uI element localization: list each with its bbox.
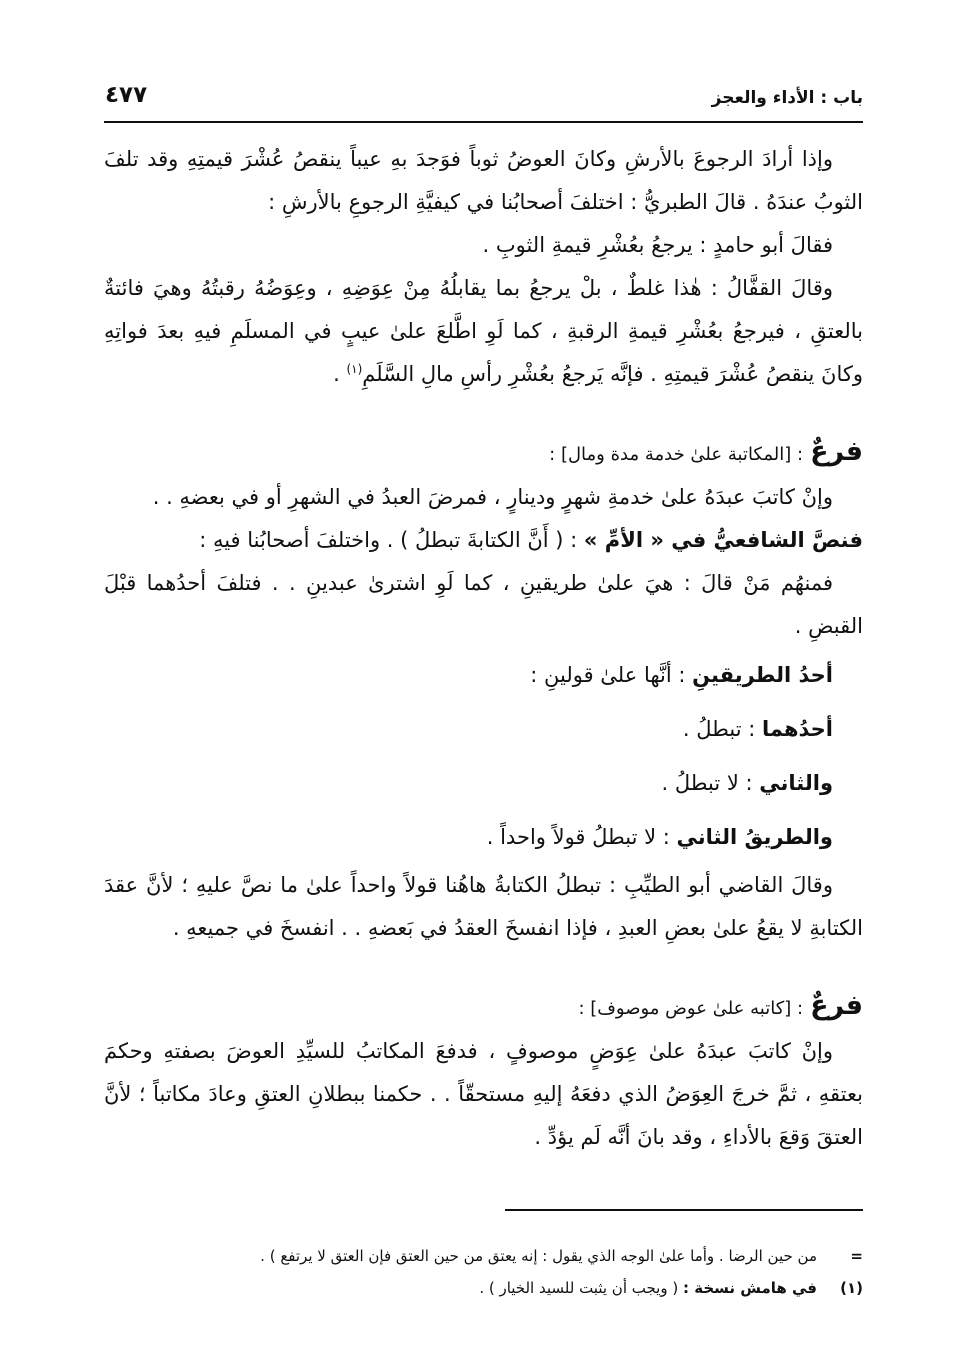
section-gap (104, 950, 863, 984)
footnote-rule (505, 1209, 863, 1211)
paragraph-end: . (333, 362, 347, 386)
footnote-1 (104, 1272, 863, 1304)
paragraph: وإذا أرادَ الرجوعَ بالأرشِ وكانَ العوضُ ثوباً فوَجدَ بهِ عيباً ينقصُ عُشْرَ قيمتِهِ وقد تلفَ الثوبُ عندَهُ . قالَ الطبريُّ : اختلفَ أصحابُنا في كيفيَّةِ الرجوعِ بالأرشِ : (104, 147, 863, 214)
sub-text: : تبطلُ . (682, 717, 756, 741)
paragraph-text: وقالَ القفَّالُ : هٰذا غلطٌ ، بلْ يرجعُ بما يقابلُهُ مِنْ عِوَضِهِ ، وعِوَضُهُ رقبتُهُ وهيَ فائتةٌ بالعتقِ ، فيرجعُ بعُشْرِ قيمةِ الرقبةِ ، كما لَوِ اطَّلعَ علىٰ عيبٍ في المسلَمِ فيهِ بعدَ فواتِهِ وكانَ ينقصُ عُشْرَ قيمتِهِ . فإنَّه يَرجعُ بعُشْرِ رأسِ مالِ السَّلَمِ (104, 276, 863, 386)
bold-text: أحدُ الطريقينِ (692, 663, 833, 687)
section-heading (104, 430, 863, 476)
paragraph (104, 519, 863, 562)
chapter-title: باب : الأداء والعجز (711, 88, 863, 108)
bold-text: أحدُهما (762, 717, 833, 741)
footnote-number: (١) (840, 1279, 863, 1297)
footnote-text: من حين الرضا . وأما علىٰ الوجه الذي يقول : إنه يعتق من حين العتق فإن العتق لا يرتفع ) . (260, 1247, 817, 1265)
paragraph: وإنْ كاتبَ عبدَهُ علىٰ عِوَضٍ موصوفٍ ، فدفعَ المكاتبُ للسيِّدِ العوضَ بصفتهِ وحكمَ بعتقهِ ، ثمَّ خرجَ العِوَضُ الذي دفعَهُ إليهِ مستحقّاً . . حكمنا ببطلانِ العتقِ وعادَ مكاتباً ؛ لأنَّ العتقَ وَقعَ بالأداءِ ، وقد بانَ أنَّه لَم يؤدِّ . (104, 1039, 863, 1149)
paragraph (104, 267, 863, 396)
furu-label: فرعٌ (810, 990, 863, 1021)
sub-text: : لا تبطلُ . (661, 771, 753, 795)
bold-text: فنصَّ الشافعيُّ في « الأمِّ » (583, 528, 863, 552)
paragraph: فقالَ أبو حامدٍ : يرجعُ بعُشْرِ قيمةِ الثوبِ . (482, 233, 833, 257)
footnote-continuation (104, 1240, 863, 1272)
bold-text: والثاني (759, 771, 833, 795)
bold-text: والطريقُ الثاني (676, 825, 833, 849)
footnote-text: ( ويجب أن يثبت للسيد الخيار ) . (479, 1279, 679, 1297)
main-text (104, 138, 863, 1159)
sub-item (104, 810, 863, 864)
section-gap (104, 396, 863, 430)
sub-item (104, 756, 863, 810)
paragraph: فمنهُم مَنْ قالَ : هيَ علىٰ طريقينِ ، كما لَوِ اشترىٰ عبدينِ . . فتلفَ أحدُهما قبْلَ القبضِ . (104, 571, 863, 638)
running-header (105, 82, 863, 116)
heading-text: : [كاتبه علىٰ عوض موصوف] : (578, 998, 804, 1019)
footnote-label: في هامش نسخة : (683, 1279, 817, 1297)
footnotes (104, 1240, 863, 1304)
sub-text: : لا تبطلُ قولاً واحداً . (486, 825, 670, 849)
sub-text: : أنَّها علىٰ قولينِ : (530, 663, 686, 687)
section-heading (104, 984, 863, 1030)
footnote-reference: (١) (346, 362, 363, 376)
continuation-marker: = (850, 1247, 863, 1265)
sub-item (104, 702, 863, 756)
heading-text: : [المكاتبة علىٰ خدمة مدة ومال] : (549, 444, 804, 465)
paragraph: وقالَ القاضي أبو الطيِّبِ : تبطلُ الكتابةُ هاهُنا قولاً واحداً علىٰ ما نصَّ عليهِ ؛ لأنَّ عقدَ الكتابةِ لا يقعُ علىٰ بعضِ العبدِ ، فإذا انفسخَ العقدُ في بَعضهِ . . انفسخَ في جميعهِ . (104, 873, 863, 940)
paragraph: وإنْ كاتبَ عبدَهُ علىٰ خدمةِ شهرٍ ودينارٍ ، فمرضَ العبدُ في الشهرِ أو في بعضهِ . . (152, 485, 833, 509)
page-number: ٤٧٧ (105, 82, 148, 108)
sub-item (104, 648, 863, 702)
furu-label: فرعٌ (810, 436, 863, 467)
paragraph-text: : ( أَنَّ الكتابةَ تبطلُ ) . واختلفَ أصحابُنا فيهِ : (199, 528, 578, 552)
header-rule (104, 121, 863, 123)
